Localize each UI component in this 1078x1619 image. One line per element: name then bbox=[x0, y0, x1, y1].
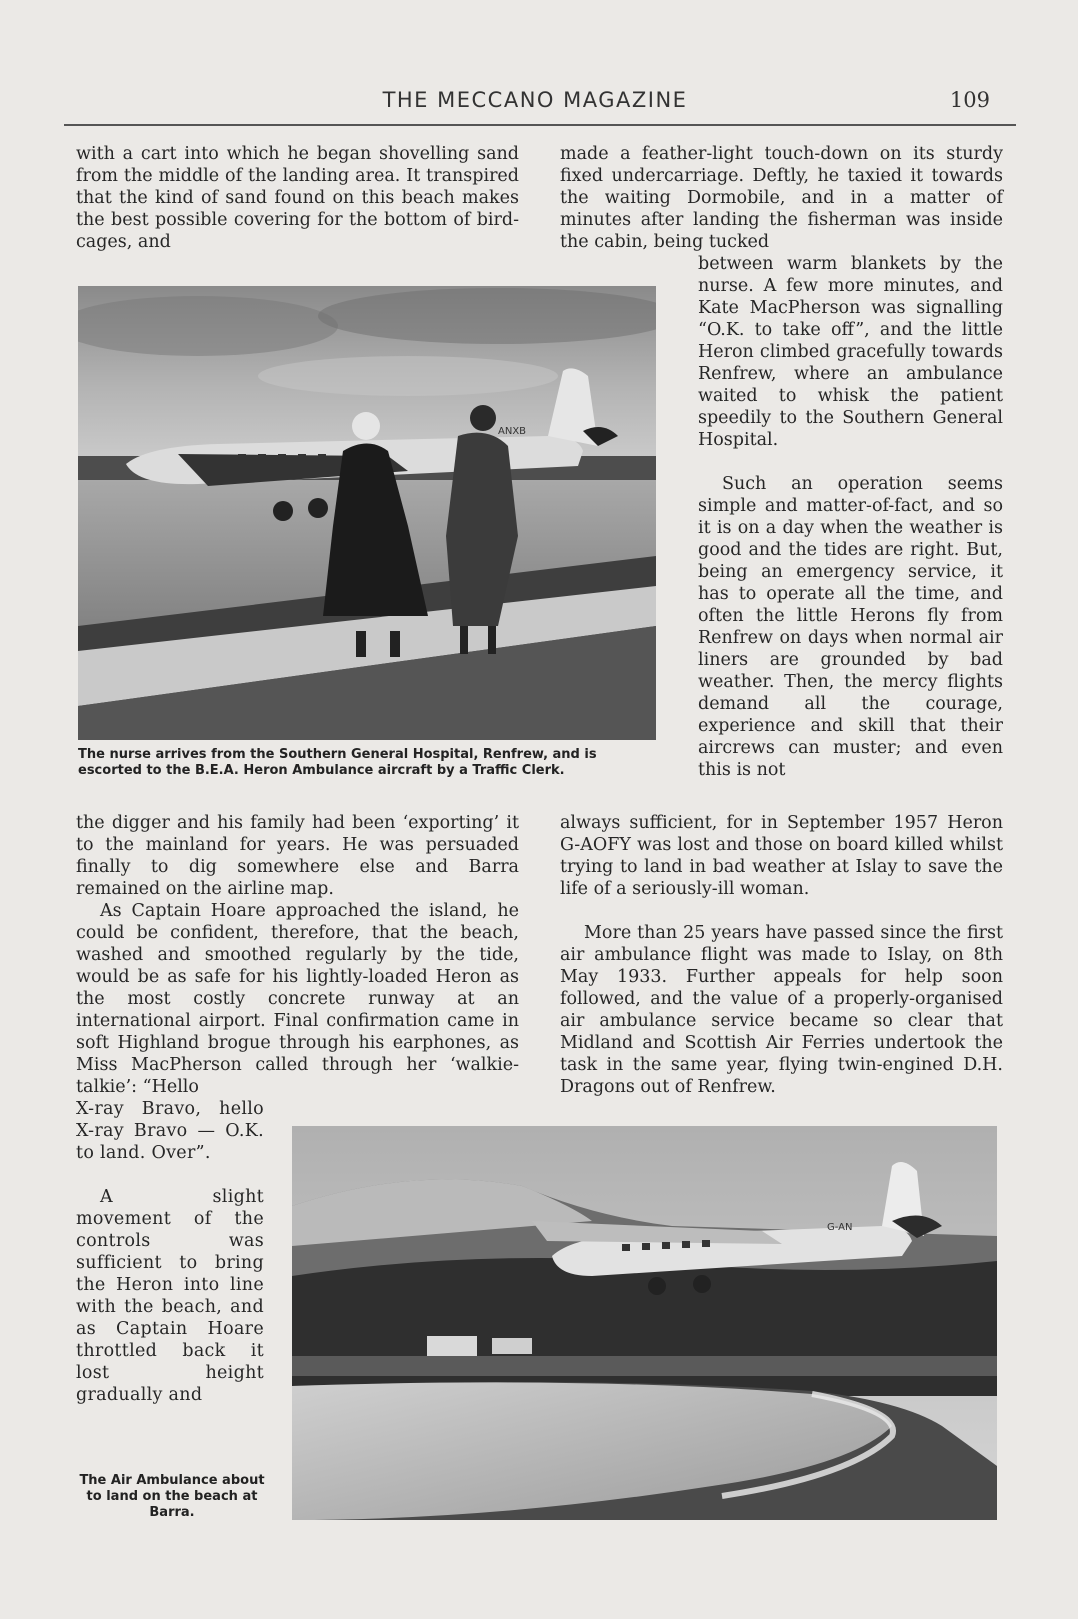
aircraft-registration-mark-bottom: G-AN bbox=[827, 1222, 853, 1233]
left-column-mid-paragraph-1: the digger and his family had been ‘exporting’ it to the mainland for years. He was persuaded finally to dig somewhere else and Barra remained on the airline map. bbox=[76, 813, 519, 899]
nurse-and-aircraft-photo bbox=[78, 286, 656, 740]
magazine-title: THE MECCANO MAGAZINE bbox=[382, 88, 688, 112]
air-ambulance-landing-photo bbox=[292, 1126, 997, 1520]
air-ambulance-landing-image bbox=[292, 1126, 997, 1520]
right-column-bottom-paragraph-1: always sufficient, for in September 1957 Heron G-AOFY was lost and those on board killed whilst trying to land in bad weather at Islay to save the life of a seriously-ill woman. bbox=[560, 813, 1003, 899]
header-rule bbox=[64, 124, 1016, 126]
left-narrow-paragraph-2: A slight movement of the controls was sufficient to bring the Heron into line with the beach, and as Captain Hoare throttled back it lost height gradually and bbox=[76, 1187, 264, 1405]
right-column-top-text: made a feather-light touch-down on its sturdy fixed undercarriage. Deftly, he taxied it towards the waiting Dormobile, and in a matter of minutes after landing the fisherman was inside the cabin, being tucked bbox=[560, 144, 1003, 252]
left-narrow-paragraph-1: X-ray Bravo, hello X-ray Bravo — O.K. to land. Over”. bbox=[76, 1099, 264, 1163]
right-wrap-paragraph-1: between warm blankets by the nurse. A few more minutes, and Kate MacPherson was signalling “O.K. to take off”, and the little Heron climbed gracefully towards Renfrew, where an ambulance waited to whisk the patient speedily to the Southern General Hospital. bbox=[698, 254, 1003, 450]
bottom-photo-caption: The Air Ambulance about to land on the beach at Barra. bbox=[79, 1473, 265, 1520]
aircraft-registration-mark: ANXB bbox=[498, 426, 527, 437]
right-wrap-paragraph-2: Such an operation seems simple and matter-of-fact, and so it is on a day when the weather is good and the tides are right. But, being an emergency service, it has to operate all the time, and often the little Herons fly from Renfrew on days when normal air liners are grounded by bad weather. Then, the mercy flights demand all the courage, experience and skill that their aircrews can muster; and even this is not bbox=[698, 474, 1003, 780]
top-photo-caption: The nurse arrives from the Southern General Hospital, Renfrew, and is escorted to the B.E.A. Heron Ambulance aircraft by a Traffic Clerk. bbox=[78, 747, 597, 778]
page-number: 109 bbox=[949, 88, 990, 112]
right-column-bottom-paragraph-2: More than 25 years have passed since the first air ambulance flight was made to Islay, on 8th May 1933. Further appeals for help soon followed, and the value of a properly-organised air ambulance service became so clear that Midland and Scottish Air Ferries undertook the task in the same year, flying twin-engined D.H. Dragons out of Renfrew. bbox=[560, 923, 1003, 1097]
nurse-and-aircraft-image bbox=[78, 286, 656, 740]
left-column-mid-paragraph-2: As Captain Hoare approached the island, he could be confident, therefore, that the beach, washed and smoothed regularly by the tide, would be as safe for his lightly-loaded Heron as the most costly concrete runway at an international airport. Final confirmation came in soft Highland brogue through his earphones, as Miss MacPherson called through her ‘walkie-talkie’: “Hello bbox=[76, 901, 519, 1097]
left-column-top-text: with a cart into which he began shovelling sand from the middle of the landing area. It transpired that the kind of sand found on this beach makes the best possible covering for the bottom of bird-cages, and bbox=[76, 144, 519, 252]
